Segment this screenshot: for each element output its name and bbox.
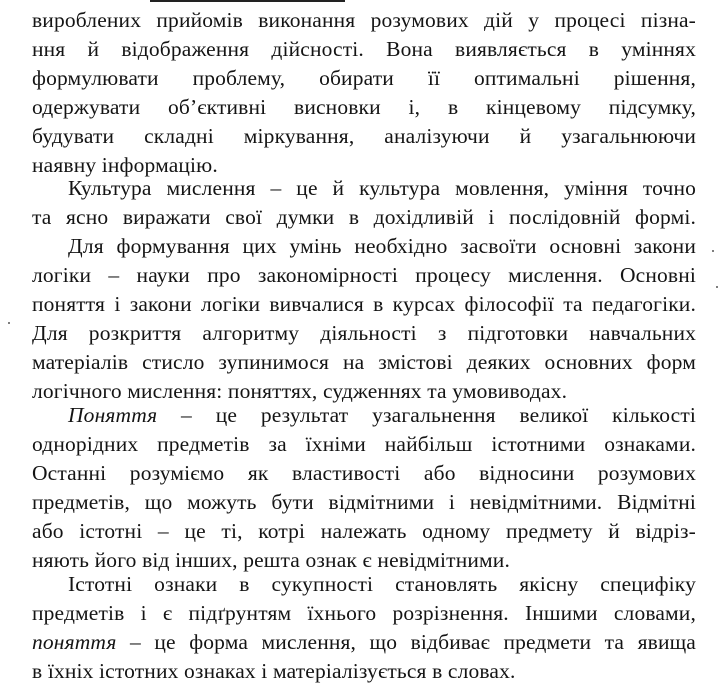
text-line: логіки – науки про закономірності процесу мислення. Основні — [32, 263, 696, 287]
text-line: няють його від інших, решта ознак є невідмітними. — [32, 548, 510, 572]
text-fragment: – це результат узагальнення великої кількості — [157, 403, 696, 427]
text-line: Для формування цих умінь необхідно засвоїти основні закони — [68, 234, 696, 258]
text-line: одержувати об’єктивні висновки і, в кінцевому підсумку, — [32, 95, 696, 119]
scan-speck — [712, 250, 714, 252]
text-line: предметів і є підґрунтям їхнього розрізнення. Іншими словами, — [32, 601, 696, 625]
text-line: Істотні ознаки в сукупності становлять якісну специфіку — [68, 572, 696, 596]
text-line: вироблених прийомів виконання розумових дій у процесі пізна- — [32, 8, 696, 32]
text-line: та ясно виражати свої думки в дохідливій і послідовній формі. — [32, 205, 696, 229]
text-line: поняття і закони логіки вивчалися в курсах філософії та педагогіки. — [32, 292, 696, 316]
text-line — [32, 401, 696, 430]
text-line: Для розкриття алгоритму діяльності з підготовки навчальних — [32, 321, 696, 345]
text-line: ння й відображення дійсності. Вона виявляється в уміннях — [32, 37, 696, 61]
text-line: матеріалів стисло зупинимося на змістові деяких основних форм — [32, 350, 696, 374]
text-line: будувати складні міркування, аналізуючи й узагальнюючи — [32, 124, 696, 148]
paragraph-3 — [32, 232, 696, 406]
paragraph-1 — [32, 6, 696, 180]
text-line: формулювати проблему, обирати її оптимальні рішення, — [32, 66, 696, 90]
scan-speck — [716, 286, 718, 288]
top-rule — [150, 0, 345, 2]
text-fragment: – це форма мислення, що відбиває предмети та явища — [116, 630, 696, 654]
paragraph-5 — [32, 570, 696, 686]
paragraph-4 — [32, 401, 696, 575]
term-ponyattya: Поняття — [68, 403, 158, 427]
text-line: в їхніх істотних ознаках і матеріалізується в словах. — [32, 659, 516, 683]
text-line — [32, 628, 696, 657]
term-ponyattya: поняття — [32, 630, 117, 654]
text-line: наявну інформацію. — [32, 153, 218, 177]
text-line: або істотні – це ті, котрі належать одному предмету й відріз- — [32, 519, 696, 543]
text-line: Останні розуміємо як властивості або відносини розумових — [32, 461, 696, 485]
text-line: однорідних предметів за їхніми найбільш істотними ознаками. — [32, 432, 696, 456]
scan-speck — [8, 322, 10, 324]
text-line: предметів, що можуть бути відмітними і невідмітними. Відмітні — [32, 490, 696, 514]
paragraph-2 — [32, 174, 696, 232]
text-line: логічного мислення: поняттях, судженнях та умовиводах. — [32, 379, 568, 403]
text-line: Культура мислення – це й культура мовлення, уміння точно — [68, 176, 696, 200]
